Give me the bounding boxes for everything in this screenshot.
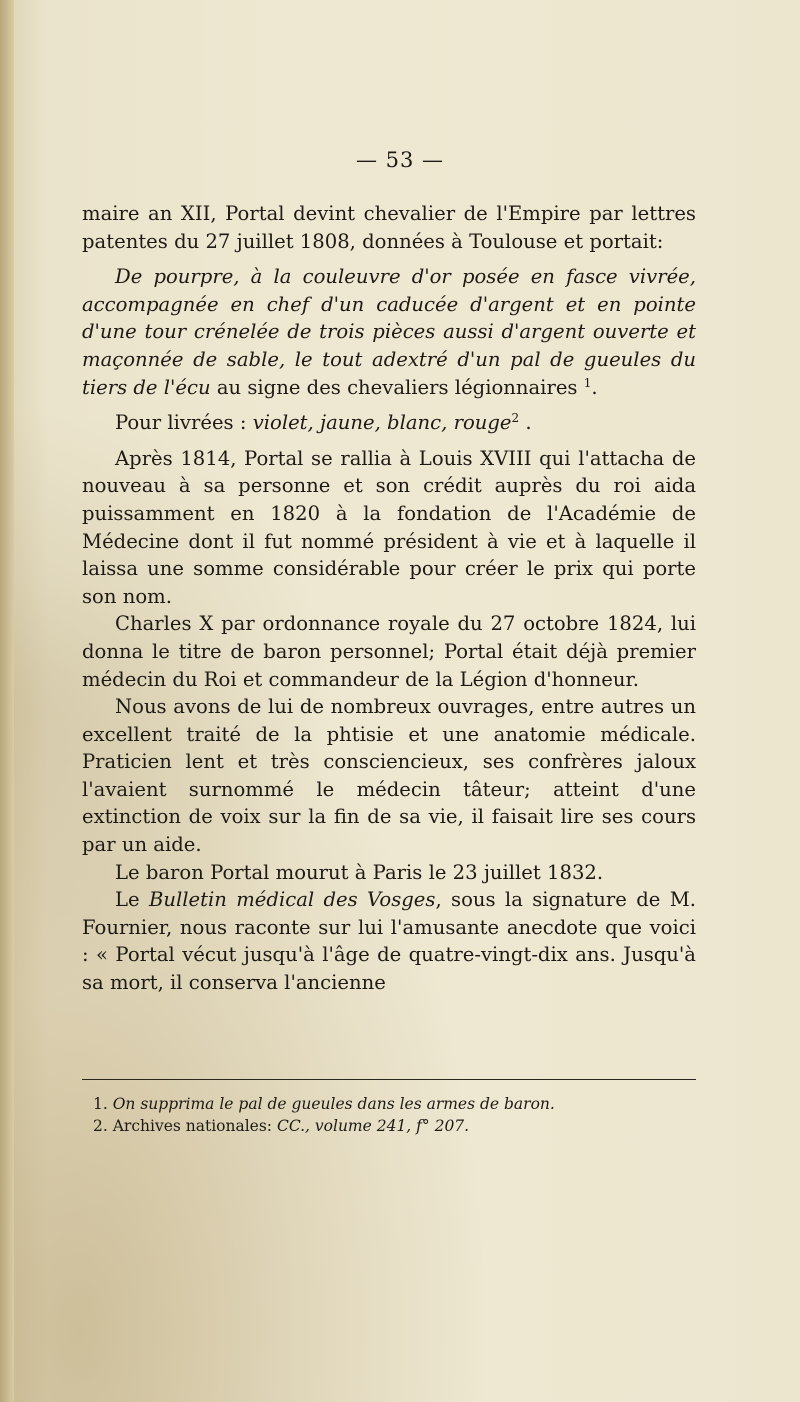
- paragraph-4: Après 1814, Portal se rallia à Louis XVIII qui l'attacha de nouveau à sa personne et son crédit auprès du roi aida puissamment en 1820 à la fondation de l'Académie de Médecine dont il fut nommé président à vie et à laquelle il laissa une somme considérable pour créer le prix qui porte son nom.: [82, 446, 696, 608]
- livrees-lead: Pour livrées :: [115, 411, 253, 435]
- paragraph-6: Nous avons de lui de nombreux ouvrages, entre autres un excellent traité de la phtisie et une anatomie médicale. Praticien lent et très consciencieux, ses confrères jaloux l'avaient surnommé le médecin tâteur; atteint d'une extinction de voix sur la fin de sa vie, il faisait lire ses cours par un aide.: [82, 695, 696, 857]
- footnote-ref-1: 1: [583, 375, 592, 390]
- footnote-2-lead: Archives nationales:: [112, 1117, 277, 1135]
- body-text: [82, 200, 696, 997]
- paragraph-5: Charles X par ordonnance royale du 27 octobre 1824, lui donna le titre de baron personnel; Portal était déjà premier médecin du Roi et commandeur de la Légion d'honneur.: [82, 612, 696, 691]
- p8-lead: Le: [115, 888, 149, 912]
- blazon-end: .: [591, 375, 598, 399]
- paragraph-livrees: [82, 409, 696, 437]
- footnote-1-number: 1.: [93, 1095, 113, 1113]
- footnote-2-number: 2.: [93, 1117, 113, 1135]
- footnotes: [82, 1093, 696, 1137]
- livrees-end: .: [519, 411, 532, 435]
- footnote-1-text: On supprima le pal de gueules dans les armes de baron.: [112, 1095, 555, 1113]
- footnote-ref-2: 2: [511, 411, 520, 426]
- paragraph-blazon: [82, 263, 696, 401]
- paragraph-8: [82, 886, 696, 996]
- livrees-colors: violet, jaune, blanc, rouge: [252, 411, 512, 435]
- paragraph-1: maire an XII, Portal devint chevalier de l'Empire par lettres patentes du 27 juillet 1808, données à Toulouse et portait:: [82, 202, 696, 253]
- blazon-tail: au signe des chevaliers légionnaires: [210, 375, 584, 399]
- footnote-2: [82, 1115, 696, 1137]
- page-binding-edge: [0, 0, 14, 1402]
- bulletin-title: Bulletin médical des Vosges: [148, 888, 436, 912]
- p8-rest: , sous la signature de M. Fournier, nous raconte sur lui l'amusante anecdote que voici : « Portal vécut jusqu'à l'âge de quatre-vingt-dix ans. Jusqu'à sa mort, il conserva l'ancienne: [82, 888, 696, 995]
- footnote-divider: [82, 1079, 696, 1080]
- paragraph-7: Le baron Portal mourut à Paris le 23 juillet 1832.: [115, 860, 604, 884]
- footnote-1: [82, 1093, 696, 1115]
- page-number: — 53 —: [355, 148, 445, 172]
- blazon-text: De pourpre, à la couleuvre d'or posée en fasce vivrée, accompagnée en chef d'un caducée d'argent et en pointe d'une tour crénelée de trois pièces aussi d'argent ouverte et maçonnée de sable, le tout adextré d'un pal de gueules du tiers de l'écu: [82, 265, 696, 399]
- footnote-2-ref: CC., volume 241, f° 207.: [276, 1117, 470, 1135]
